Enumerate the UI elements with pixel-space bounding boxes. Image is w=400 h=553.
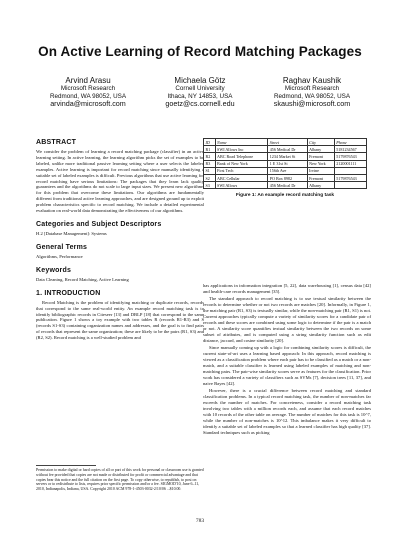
table-cell: Fremont	[307, 153, 334, 160]
abstract-text: We consider the problem of learning a record matching package (classifier) in an active learning setting. In active learning, the learning algorithm picks the set of examples to be labeled, unlike more traditional passive learning setting where a user selects the labeled examples. Active learning is important for record matching since manually identifying a suitable set of labeled examples is difficult. Previous algorithms that use active learning for record matching have serious limitations: The packages that they learn lack quality guarantees and the algorithms do not scale to large input sizes. We present new algorithms for this problem that overcome these limitations. Our algorithms are fundamentally different from traditional active learning approaches, and are designed ground up to exploit problem characteristics specific to record matching. We include a detailed experimental evaluation on real-world data demonstrating the effectiveness of our algorithms.	[36, 149, 204, 214]
abstract-heading: ABSTRACT	[36, 139, 77, 146]
paper-title: On Active Learning of Record Matching Packages	[38, 44, 362, 59]
table-cell: R2	[204, 153, 216, 160]
right-column	[203, 283, 371, 437]
table-cell: 156th Ave	[268, 167, 307, 174]
table-row	[204, 153, 367, 160]
footnote-text: Permission to make digital or hard copies of all or part of this work for personal or classroom use is granted without fee provided that copies are not made or distributed for profit or commercial advantage and that copies bear this notice and the full citation on the first page. To copy otherwise, to republish, to post on servers or to redistribute to lists, requires prior specific permission and/or a fee. SIGMOD'10, June 6–11, 2010, Indianapolis, Indiana, USA. Copyright 2010 ACM 978-1-4503-0032-2/10/06 ...$10.00.	[36, 468, 204, 492]
record-table	[203, 138, 367, 189]
figure-1	[203, 138, 367, 198]
introduction-heading: 1. INTRODUCTION	[36, 289, 101, 297]
table-cell: 456 Medical Dr	[268, 182, 307, 189]
general-terms-text: Algorithms, Performance	[36, 253, 83, 259]
header-cell: Phone	[334, 139, 366, 146]
author-affiliation: Cornell University	[175, 85, 225, 92]
table-cell: R1	[204, 146, 216, 153]
author-block	[252, 76, 372, 108]
table-header-row	[204, 139, 367, 146]
footnote-rule	[36, 465, 96, 466]
table-cell: First Tech	[215, 167, 268, 174]
author-email: arvinda@microsoft.com	[50, 99, 126, 109]
left-column	[36, 139, 204, 343]
author-address: Redmond, WA 98052, USA	[49, 92, 127, 100]
author-address: Ithaca, NY 14853, USA	[167, 92, 233, 100]
table-cell: 2120001111	[334, 160, 366, 167]
table-cell: S2	[204, 174, 216, 181]
table-cell: SWI Allows Inc	[215, 146, 268, 153]
table-cell: 456 Medical Dr	[268, 146, 307, 153]
table-cell: ABC Cellular	[215, 174, 268, 181]
figure-caption: Figure 1: An example record matching task	[235, 193, 335, 199]
body-paragraph: has applications in information integration [5, 22], data warehousing [1], census data [42] and health-care records management [35].	[203, 283, 371, 294]
table-cell: 1 E 31st St	[268, 160, 307, 167]
table-cell: S1	[204, 167, 216, 174]
table-cell: Fremont	[307, 174, 334, 181]
table-cell: R3	[204, 160, 216, 167]
table-row	[204, 167, 367, 174]
table-cell: 5181234567	[334, 146, 366, 153]
introduction-paragraph: Record Matching is the problem of identifying matching or duplicate records, records that correspond to the same real-world entity. An example record matching task is to identify bibliographic records in Citeseer [13] and DBLP [18] that correspond to the same publication. Figure 1 shows a toy example with two tables R (records R1-R3) and S (records S1-S3) containing organization names and addresses, and the goal is to find pairs of records that represent the same organization; these are likely to be the pairs (R1, S3) and (R2, S2). Record matching is a well-studied problem and	[36, 299, 204, 341]
header-cell: Street	[268, 139, 307, 146]
table-row	[204, 160, 367, 167]
table-cell: PO Box 8982	[268, 174, 307, 181]
body-paragraph: However, there is a crucial difference between record matching and standard classification problems. In a typical record matching task, the number of non-matches far exceeds the number of matches. For concreteness, consider a record matching task involving two tables with a million records each, and assume that each record matches with 10 records of the other table on average. The number of matches for this task is 10^7, while the number of non-matches is 10^12. This imbalance makes it very difficult to identify a suitable set of labeled examples so that a learned classifier has high quality [37]. Standard techniques such as picking	[203, 388, 371, 435]
author-affiliation: Microsoft Research	[60, 85, 116, 92]
table-cell: ABC Road Telephone	[215, 153, 268, 160]
general-terms-heading: General Terms	[36, 243, 88, 251]
table-cell: 1234 Market St	[268, 153, 307, 160]
table-cell: 5179876543	[334, 153, 366, 160]
author-block	[140, 76, 260, 108]
author-name: Arvind Arasu	[65, 76, 111, 85]
table-cell: S3	[204, 182, 216, 189]
permission-footnote	[36, 468, 204, 492]
page-number: 783	[195, 518, 205, 524]
keywords-heading: Keywords	[36, 266, 72, 274]
table-cell: 5179876543	[334, 174, 366, 181]
author-email: goetz@cs.cornell.edu	[165, 99, 235, 109]
author-name: Raghav Kaushik	[282, 76, 342, 85]
author-affiliation: Microsoft Research	[284, 85, 340, 92]
body-paragraph: The standard approach to record matching is to use textual similarity between the records to determine whether or not two records are matches [20]. Informally, in Figure 1, the matching pair (R1, S3) is textually similar, while the non-matching pair (R1, S1) is not. Current approaches typically compute a variety of similarity scores for a candidate pair of records and these scores are combined using some logic to determine if the pair is a match or not. A similarity score quantifies textual similarity between the two records on some subset of attributes, and is computed using a string similarity function such as edit distance, jaccard, and cosine similarity [20].	[203, 296, 371, 343]
keywords-text: Data Cleaning, Record Matching, Active Learning	[36, 276, 129, 282]
table-cell: SWI Allows	[215, 182, 268, 189]
categories-text: H.2 [Database Management]: Systems	[36, 230, 107, 236]
table-cell: Bank of New York	[215, 160, 268, 167]
table-cell	[334, 167, 366, 174]
header-cell: City	[307, 139, 334, 146]
header-cell: Name	[215, 139, 268, 146]
author-name: Michaela Götz	[174, 76, 226, 85]
author-block	[28, 76, 148, 108]
table-cell: Irvine	[307, 167, 334, 174]
table-row	[204, 182, 367, 189]
author-address: Redmond, WA 98052, USA	[273, 92, 351, 100]
table-cell	[334, 182, 366, 189]
table-cell: Albany	[307, 182, 334, 189]
table-cell: New York	[307, 160, 334, 167]
body-paragraph: Since manually coming up with a logic for combining similarity scores is difficult, the current state-of-art uses a learning based approach: In this approach, record matching is viewed as a classification problem where each pair has to be classified as a match or a non-match, and a suitable classifier is learned using labeled examples of matching and non-matching pairs. The pair-wise similarity scores serve as features for the classification. Prior work has considered a variety of classifiers such as SVMs [7], decision trees [11, 37], and naive Bayes [42].	[203, 345, 371, 386]
categories-heading: Categories and Subject Descriptors	[36, 220, 162, 228]
table-row	[204, 146, 367, 153]
header-cell: ID	[204, 139, 216, 146]
author-email: skaushi@microsoft.com	[273, 99, 351, 109]
table-row	[204, 174, 367, 181]
table-cell: Albany	[307, 146, 334, 153]
